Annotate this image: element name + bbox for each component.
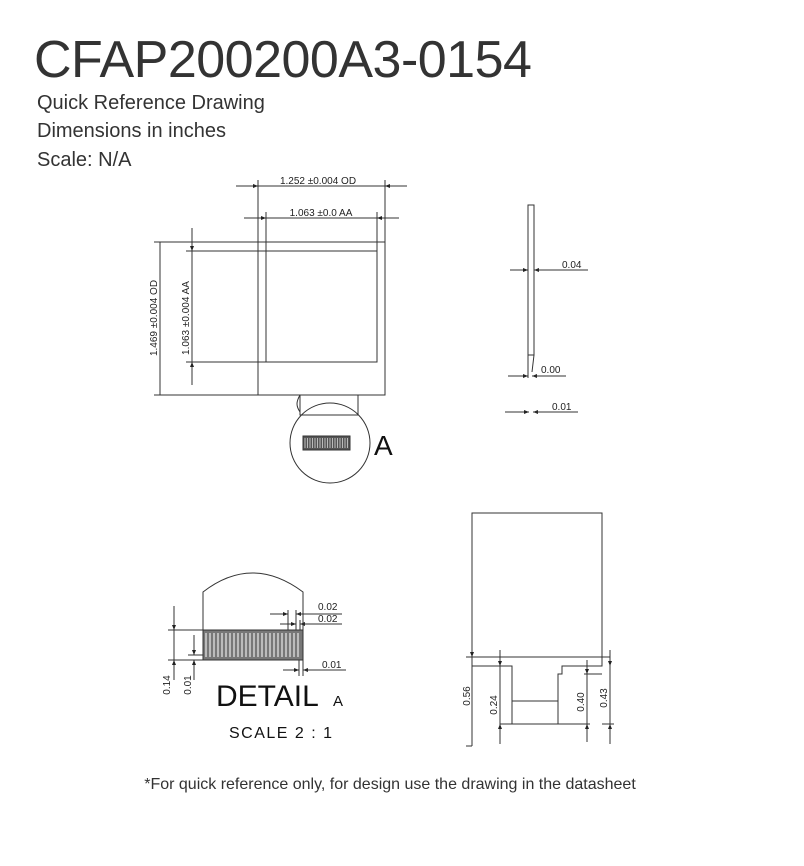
width-aa-label: 1.063 ±0.0 AA	[289, 208, 353, 219]
detail-dim-top-1: 0.02	[318, 602, 338, 613]
back-dim-1: 0.56	[462, 686, 473, 706]
detail-dim-right: 0.01	[322, 660, 342, 671]
active-area	[266, 251, 377, 362]
back-dim-3: 0.40	[576, 692, 587, 712]
height-od-label: 1.469 ±0.004 OD	[149, 279, 160, 357]
detail-title: DETAIL	[216, 680, 319, 713]
side-thickness-label: 0.04	[562, 260, 582, 271]
side-view	[505, 205, 588, 412]
height-aa-label: 1.063 ±0.004 AA	[181, 281, 192, 355]
back-dim-4: 0.43	[599, 688, 610, 708]
detail-scale: SCALE 2 : 1	[229, 725, 334, 742]
detail-view	[168, 573, 346, 680]
side-dim-mid-label: 0.00	[541, 365, 561, 376]
subtitle-drawing-type: Quick Reference Drawing	[37, 92, 265, 114]
back-dim-2: 0.24	[489, 695, 500, 715]
subtitle-scale: Scale: N/A	[37, 149, 132, 171]
fpc-tail	[300, 395, 358, 415]
width-od-label: 1.252 ±0.004 OD	[279, 176, 357, 187]
side-dim-bottom-label: 0.01	[552, 402, 572, 413]
detail-dim-left-2: 0.01	[183, 675, 194, 695]
subtitle-units: Dimensions in inches	[37, 120, 226, 142]
page-title: CFAP200200A3-0154	[34, 31, 532, 89]
side-profile	[528, 205, 534, 355]
detail-dim-left-1: 0.14	[162, 675, 173, 695]
detail-dim-top-2: 0.02	[318, 614, 338, 625]
back-panel	[472, 513, 602, 657]
display-outline	[258, 242, 385, 395]
detail-title-suffix: A	[333, 693, 344, 710]
detail-callout-letter: A	[374, 430, 393, 461]
footnote: *For quick reference only, for design use the drawing in the datasheet	[144, 776, 636, 793]
